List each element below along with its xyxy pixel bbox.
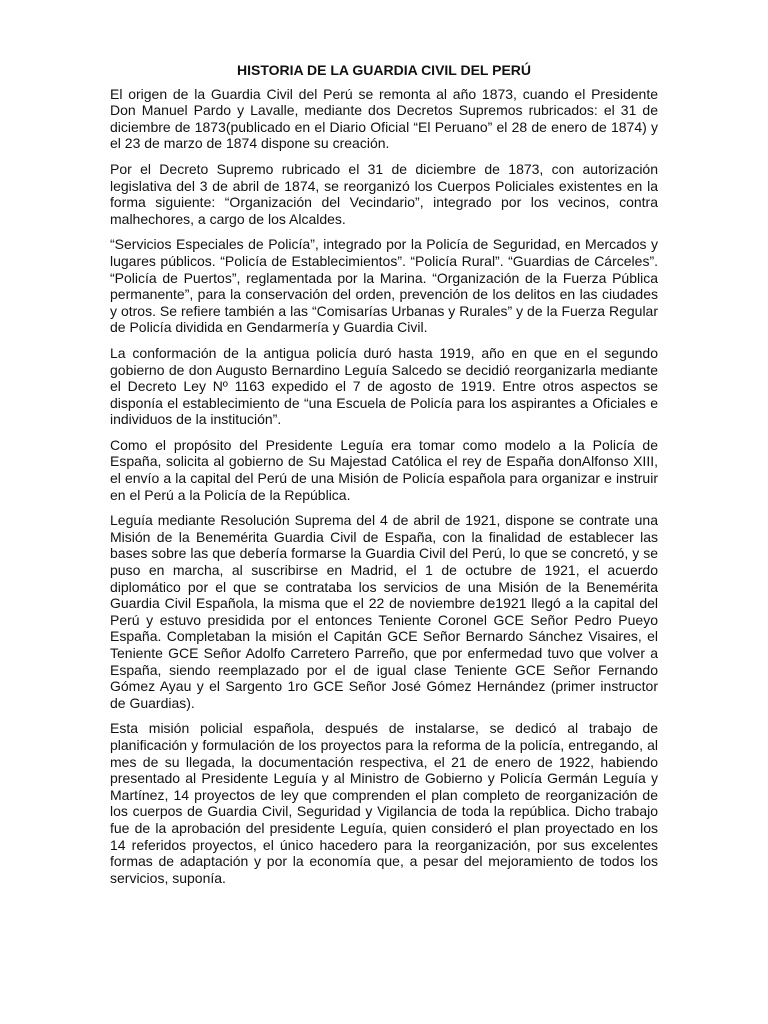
paragraph-special-services: “Servicios Especiales de Policía”, integrado por la Policía de Seguridad, en Mercados y lugares públicos. “Policía de Establecimientos”. “Policía Rural”. “Guardias de Cárceles”. “Policía de Puertos”, reglamentada por la Marina. “Organización de la Fuerza Pública permanente”, para la conservación del orden, prevención de los delitos en las ciudades y otros. Se refiere también a las “Comisarías Urbanas y Rurales” y de la Fuerza Regular de Policía dividida en Gendarmería y Guardia Civil. <box>110 236 658 336</box>
paragraph-origin: El origen de la Guardia Civil del Perú se remonta al año 1873, cuando el Presidente Don Manuel Pardo y Lavalle, mediante dos Decretos Supremos rubricados: el 31 de diciembre de 1873(publicado en el Diario Oficial “El Peruano” el 28 de enero de 1874) y el 23 de marzo de 1874 dispone su creación. <box>110 85 658 152</box>
document-page <box>110 62 658 886</box>
paragraph-decree-1873: Por el Decreto Supremo rubricado el 31 de diciembre de 1873, con autorización legislativa del 3 de abril de 1874, se reorganizó los Cuerpos Policiales existentes en la forma siguiente: “Organización del Vecindario”, integrado por los vecinos, contra malhechores, a cargo de los Alcaldes. <box>110 160 658 227</box>
document-title: HISTORIA DE LA GUARDIA CIVIL DEL PERÚ <box>236 62 532 78</box>
paragraph-mission-1921: Leguía mediante Resolución Suprema del 4 de abril de 1921, dispone se contrate una Misión de la Benemérita Guardia Civil de España, con la finalidad de establecer las bases sobre las que debería formarse la Guardia Civil del Perú, lo que se concretó, y se puso en marcha, al suscribirse en Madrid, el 1 de octubre de 1921, el acuerdo diplomático por el que se contrataba los servicios de una Misión de la Benemérita Guardia Civil Española, la misma que el 22 de noviembre de1921 llegó a la capital del Perú y estuvo presidida por el entonces Teniente Coronel GCE Señor Pedro Pueyo España. Completaban la misión el Capitán GCE Señor Bernardo Sánchez Visaires, el Teniente GCE Señor Adolfo Carretero Parreño, que por enfermedad tuvo que volver a España, siendo reemplazado por el de igual clase Teniente GCE Señor Fernando Gómez Ayau y el Sargento 1ro GCE Señor José Gómez Hernández (primer instructor de Guardias). <box>110 512 658 711</box>
paragraph-spain-model: Como el propósito del Presidente Leguía era tomar como modelo a la Policía de España, solicita al gobierno de Su Majestad Católica el rey de España donAlfonso XIII, el envío a la capital del Perú de una Misión de Policía española para organizar e instruir en el Perú a la Policía de la República. <box>110 436 658 503</box>
paragraph-ancient-police: La conformación de la antigua policía duró hasta 1919, año en que en el segundo gobierno de don Augusto Bernardino Leguía Salcedo se decidió reorganizarla mediante el Decreto Ley Nº 1163 expedido el 7 de agosto de 1919. Entre otros aspectos se disponía el establecimiento de “una Escuela de Policía para los aspirantes a Oficiales e individuos de la institución”. <box>110 344 658 428</box>
paragraph-mission-work: Esta misión policial española, después de instalarse, se dedicó al trabajo de planificación y formulación de los proyectos para la reforma de la policía, entregando, al mes de su llegada, la documentación respectiva, el 21 de enero de 1922, habiendo presentado al Presidente Leguía y al Ministro de Gobierno y Policía Germán Leguía y Martínez, 14 proyectos de ley que comprenden el plan completo de reorganización de los cuerpos de Guardia Civil, Seguridad y Vigilancia de toda la república. Dicho trabajo fue de la aprobación del presidente Leguía, quien consideró el plan proyectado en los 14 referidos proyectos, el único hacedero para la reorganización, por sus excelentes formas de adaptación y por la economía que, a pesar del mejoramiento de todos los servicios, suponía. <box>110 720 658 886</box>
